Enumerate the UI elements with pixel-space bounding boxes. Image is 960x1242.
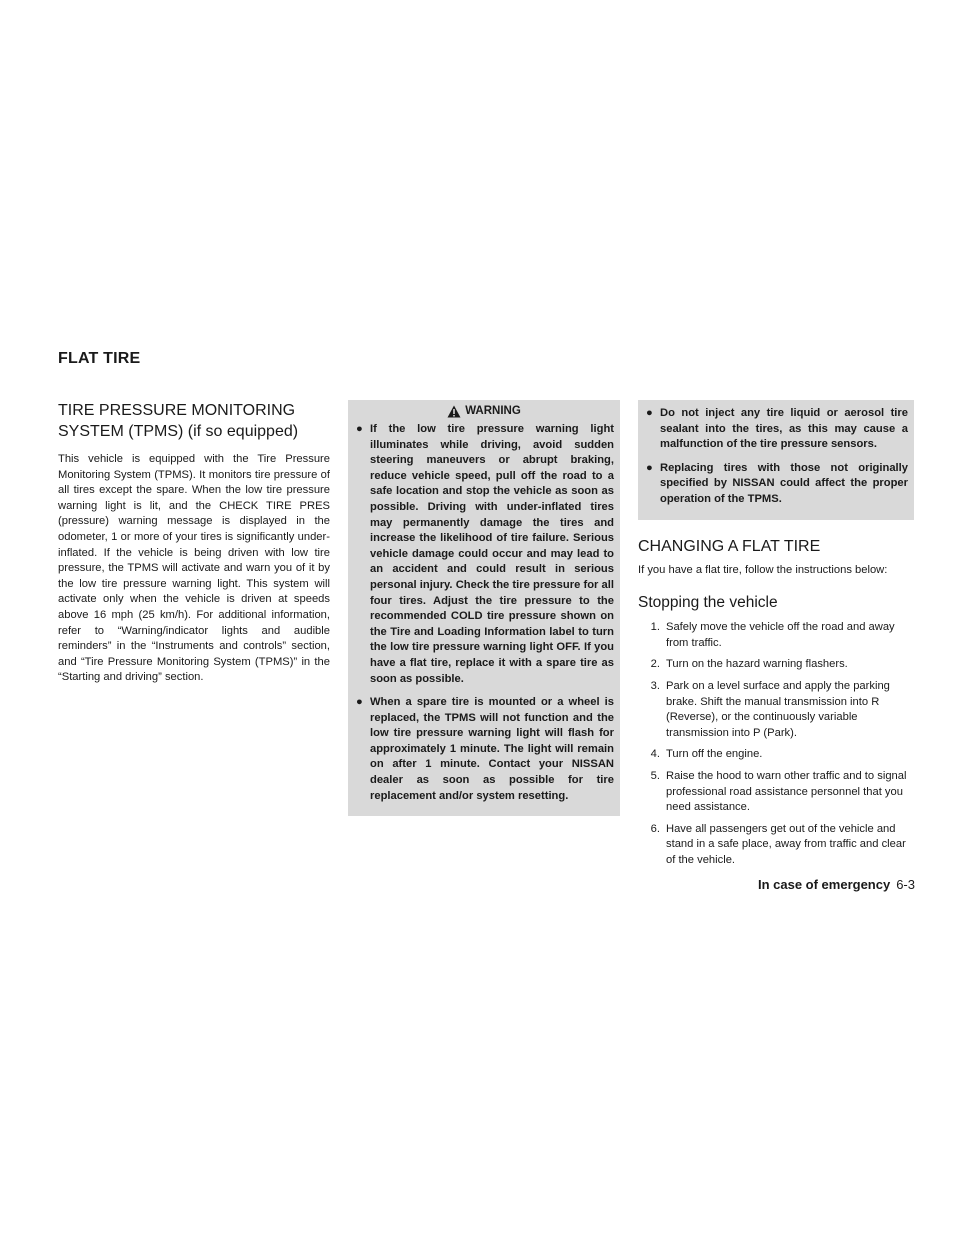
step-item	[638, 679, 914, 741]
step-number: 5.	[650, 769, 660, 782]
footer-chapter: In case of emergency	[757, 877, 891, 892]
section-title: FLAT TIRE	[58, 350, 141, 367]
warning-item-text: When a spare tire is mounted or a wheel is replaced, the TPMS will not function and the low tire pressure warning light will flash for approximately 1 minute. The light will remain on after 1 minute. Contact your NISSAN dealer as soon as possible for tire replacement and/or system resetting.	[370, 696, 614, 802]
step-item	[638, 769, 914, 816]
step-number: 1.	[650, 621, 660, 634]
warning-item	[356, 422, 614, 687]
step-item	[638, 822, 914, 869]
warning-triangle-icon	[447, 405, 461, 418]
step-number: 3.	[650, 679, 660, 692]
footer-page-number: 6-3	[896, 877, 915, 892]
bullet-icon: ●	[646, 461, 653, 474]
step-item	[638, 657, 914, 673]
tpms-body: This vehicle is equipped with the Tire Pressure Monitoring System (TPMS). It monitors tire pressure of all tires except the spare. When the low tire pressure warning light is lit, and the CHECK TIRE PRES (pressure) warning message is displayed in the odometer, 1 or more of your tires is significantly under-inflated. If the vehicle is being driven with low tire pressure, the TPMS will activate and warn you of it by the low tire pressure warning light. This system will activate only when the vehicle is driven at speeds above 16 mph (25 km/h). For additional information, refer to “Warning/indicator lights and audible reminders” in the “Instruments and controls” section, and “Tire Pressure Monitoring System (TPMS)” in the “Starting and driving” section.	[58, 453, 330, 684]
tpms-column	[58, 400, 330, 686]
warning-box-continued	[638, 400, 914, 520]
step-number: 4.	[650, 748, 660, 761]
step-text: Have all passengers get out of the vehicle and stand in a safe place, away from traffic and clear of the vehicle.	[666, 822, 906, 866]
tpms-heading	[58, 400, 330, 442]
steps-list	[638, 620, 914, 868]
stopping-subheading: Stopping the vehicle	[638, 594, 778, 612]
warning-item	[646, 406, 908, 453]
warning-label: WARNING	[465, 405, 521, 417]
step-text: Park on a level surface and apply the parking brake. Shift the manual transmission into R (Reverse), or the continuously variable transmission into P (Park).	[666, 679, 890, 739]
warning-item-text: Replacing tires with those not originally specified by NISSAN could affect the proper operation of the TPMS.	[660, 461, 908, 505]
warning-box	[348, 400, 620, 816]
warning-item-text: Do not inject any tire liquid or aerosol tire sealant into the tires, as this may cause a malfunction of the tire pressure sensors.	[660, 407, 908, 451]
step-text: Turn on the hazard warning flashers.	[666, 658, 848, 671]
warning-item	[646, 461, 908, 508]
step-text: Raise the hood to warn other traffic and to signal professional road assistance personnel that you need assistance.	[666, 769, 907, 814]
bullet-icon: ●	[356, 423, 363, 435]
step-number: 6.	[650, 822, 660, 835]
warning-column	[348, 400, 620, 816]
warning-header	[348, 400, 620, 422]
tpms-heading-line1: TIRE PRESSURE MONITORING	[58, 402, 296, 419]
bullet-icon: ●	[646, 407, 653, 419]
tpms-heading-line2: SYSTEM (TPMS) (if so equipped)	[58, 423, 299, 440]
changing-column	[638, 400, 914, 874]
step-text: Safely move the vehicle off the road and away from traffic.	[666, 621, 895, 649]
step-text: Turn off the engine.	[666, 748, 763, 761]
changing-intro: If you have a flat tire, follow the instructions below:	[638, 563, 888, 576]
warning-item-text: If the low tire pressure warning light illuminates while driving, avoid sudden steering maneuvers or abrupt braking, reduce vehicle speed, pull off the road to a safe location and stop the vehicle as soon as possible. Driving with under-inflated tires may permanently damage the tires and increase the likelihood of tire failure. Serious vehicle damage could occur and may lead to an accident and could result in serious personal injury. Check the tire pressure for all four tires. Adjust the tire pressure to the recommended COLD tire pressure shown on the Tire and Loading Information label to turn the low tire pressure warning light OFF. If you have a flat tire, replace it with a spare tire as soon as possible.	[370, 423, 614, 685]
warning-item	[356, 695, 614, 804]
step-number: 2.	[650, 658, 660, 671]
step-item	[638, 620, 914, 651]
changing-heading: CHANGING A FLAT TIRE	[638, 537, 821, 555]
page-footer	[758, 877, 915, 892]
step-item	[638, 747, 914, 763]
bullet-icon: ●	[356, 696, 363, 709]
